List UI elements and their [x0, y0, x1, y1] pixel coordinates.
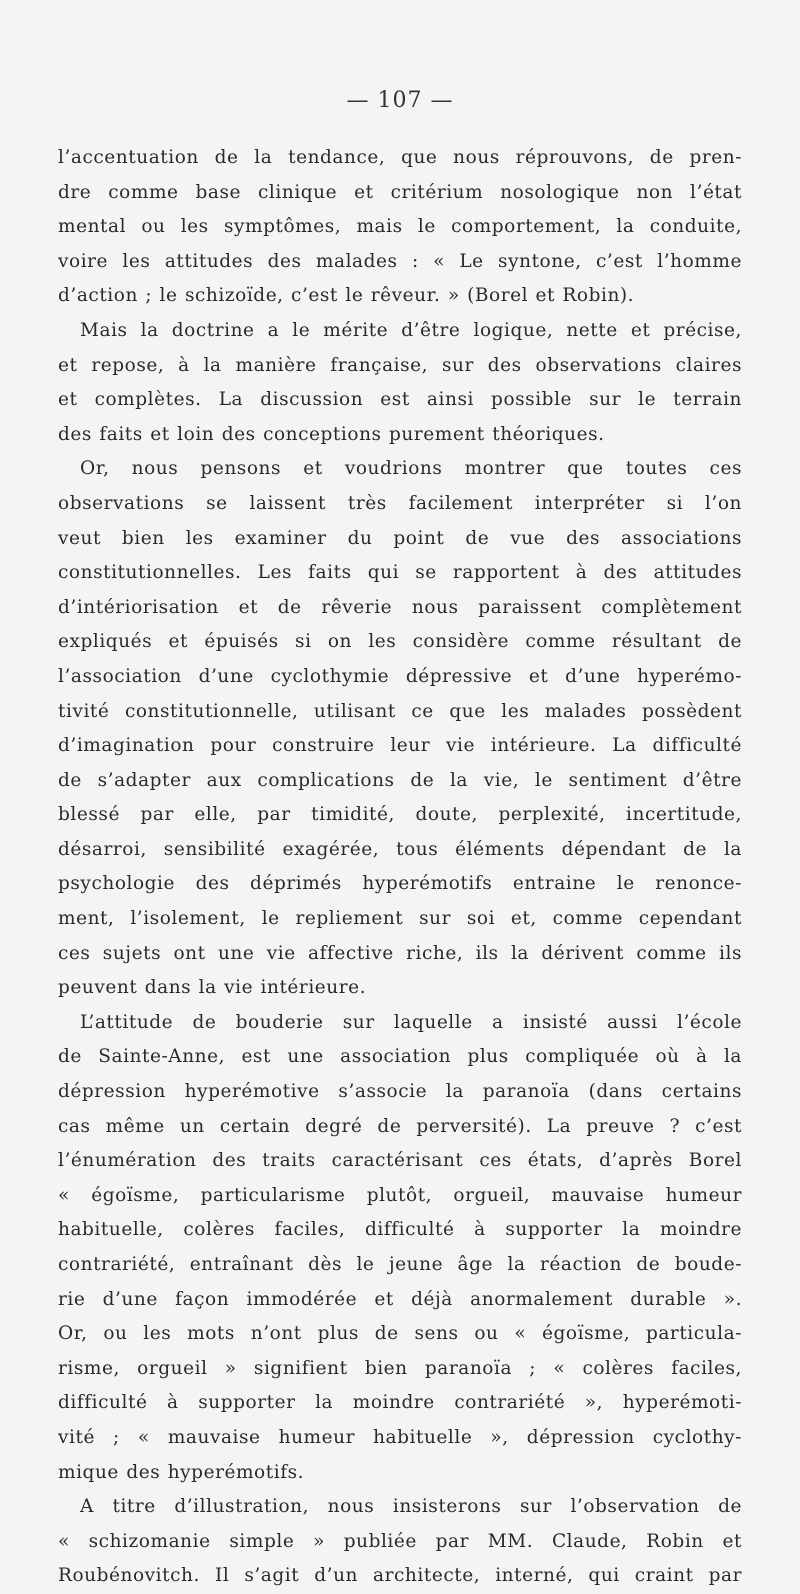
text-line: l’accentuation de la tendance, que nous réprouvons, de pren-: [58, 147, 742, 168]
text-line: L’attitude de bouderie sur laquelle a insisté aussi l’école: [80, 1011, 742, 1033]
text-line: l’énumération des traits caractérisant ces états, d’après Borel: [58, 1150, 742, 1172]
text-line: dre comme base clinique et critérium nosologique non l’état: [58, 181, 742, 203]
text-line: des faits et loin des conceptions purement théoriques.: [58, 423, 605, 445]
text-line: psychologie des déprimés hyperémotifs entraine le renonce-: [58, 873, 742, 895]
text-line: « schizomanie simple » publiée par MM. Claude, Robin et: [58, 1530, 742, 1552]
text-line: de Sainte-Anne, est une association plus compliquée où à la: [58, 1046, 742, 1068]
text-line: et complètes. La discussion est ainsi possible sur le terrain: [58, 389, 742, 411]
page-number: — 107 —: [346, 88, 454, 113]
text-line: Mais la doctrine a le mérite d’être logique, nette et précise,: [80, 319, 742, 341]
text-line: mique des hyperémotifs.: [58, 1461, 305, 1483]
text-line: l’association d’une cyclothymie dépressive et d’une hyperémo-: [58, 665, 742, 687]
text-line: A titre d’illustration, nous insisterons sur l’observation de: [80, 1496, 742, 1518]
text-line: blessé par elle, par timidité, doute, perplexité, incertitude,: [58, 804, 742, 826]
text-line: veut bien les examiner du point de vue des associations: [58, 527, 742, 549]
text-line: voire les attitudes des malades : « Le syntone, c’est l’homme: [58, 250, 742, 272]
text-line: contrariété, entraînant dès le jeune âge la réaction de boude-: [58, 1254, 742, 1275]
text-line: difficulté à supporter la moindre contrariété », hyperémoti-: [58, 1392, 742, 1414]
text-line: Or, ou les mots n’ont plus de sens ou « égoïsme, particula-: [58, 1323, 742, 1345]
text-line: risme, orgueil » signifient bien paranoïa ; « colères faciles,: [58, 1357, 742, 1379]
text-line: d’action ; le schizoïde, c’est le rêveur. » (Borel et Robin).: [58, 285, 635, 307]
text-line: peuvent dans la vie intérieure.: [58, 977, 367, 999]
text-line: d’imagination pour construire leur vie intérieure. La difficulté: [58, 735, 742, 757]
text-line: Or, nous pensons et voudrions montrer que toutes ces: [80, 458, 742, 480]
text-line: Roubénovitch. Il s’agit d’un architecte, interné, qui craint par: [58, 1565, 742, 1587]
text-line: cas même un certain degré de perversité). La preuve ? c’est: [58, 1115, 742, 1137]
text-line: ces sujets ont une vie affective riche, ils la dérivent comme ils: [58, 942, 742, 964]
text-line: ment, l’isolement, le repliement sur soi et, comme cependant: [58, 908, 742, 930]
text-line: habituelle, colères faciles, difficulté à supporter la moindre: [58, 1219, 742, 1241]
text-line: observations se laissent très facilement interpréter si l’on: [58, 492, 742, 514]
text-line: vité ; « mauvaise humeur habituelle », dépression cyclothy-: [58, 1426, 742, 1448]
body-text: [58, 141, 742, 1594]
text-line: d’intériorisation et de rêverie nous paraissent complètement: [58, 596, 742, 618]
text-line: désarroi, sensibilité exagérée, tous éléments dépendant de la: [58, 838, 742, 860]
text-line: expliqués et épuisés si on les considère comme résultant de: [58, 631, 742, 653]
text-line: constitutionnelles. Les faits qui se rapportent à des attitudes: [58, 562, 742, 584]
text-line: tivité constitutionnelle, utilisant ce que les malades possèdent: [58, 700, 742, 722]
text-line: dépression hyperémotive s’associe la paranoïa (dans certains: [58, 1081, 742, 1103]
text-line: de s’adapter aux complications de la vie, le sentiment d’être: [58, 769, 742, 791]
text-line: rie d’une façon immodérée et déjà anormalement durable ».: [58, 1288, 742, 1310]
text-line: et repose, à la manière française, sur des observations claires: [58, 354, 742, 376]
text-line: mental ou les symptômes, mais le comportement, la conduite,: [58, 216, 742, 238]
text-line: « égoïsme, particularisme plutôt, orgueil, mauvaise humeur: [58, 1184, 742, 1206]
